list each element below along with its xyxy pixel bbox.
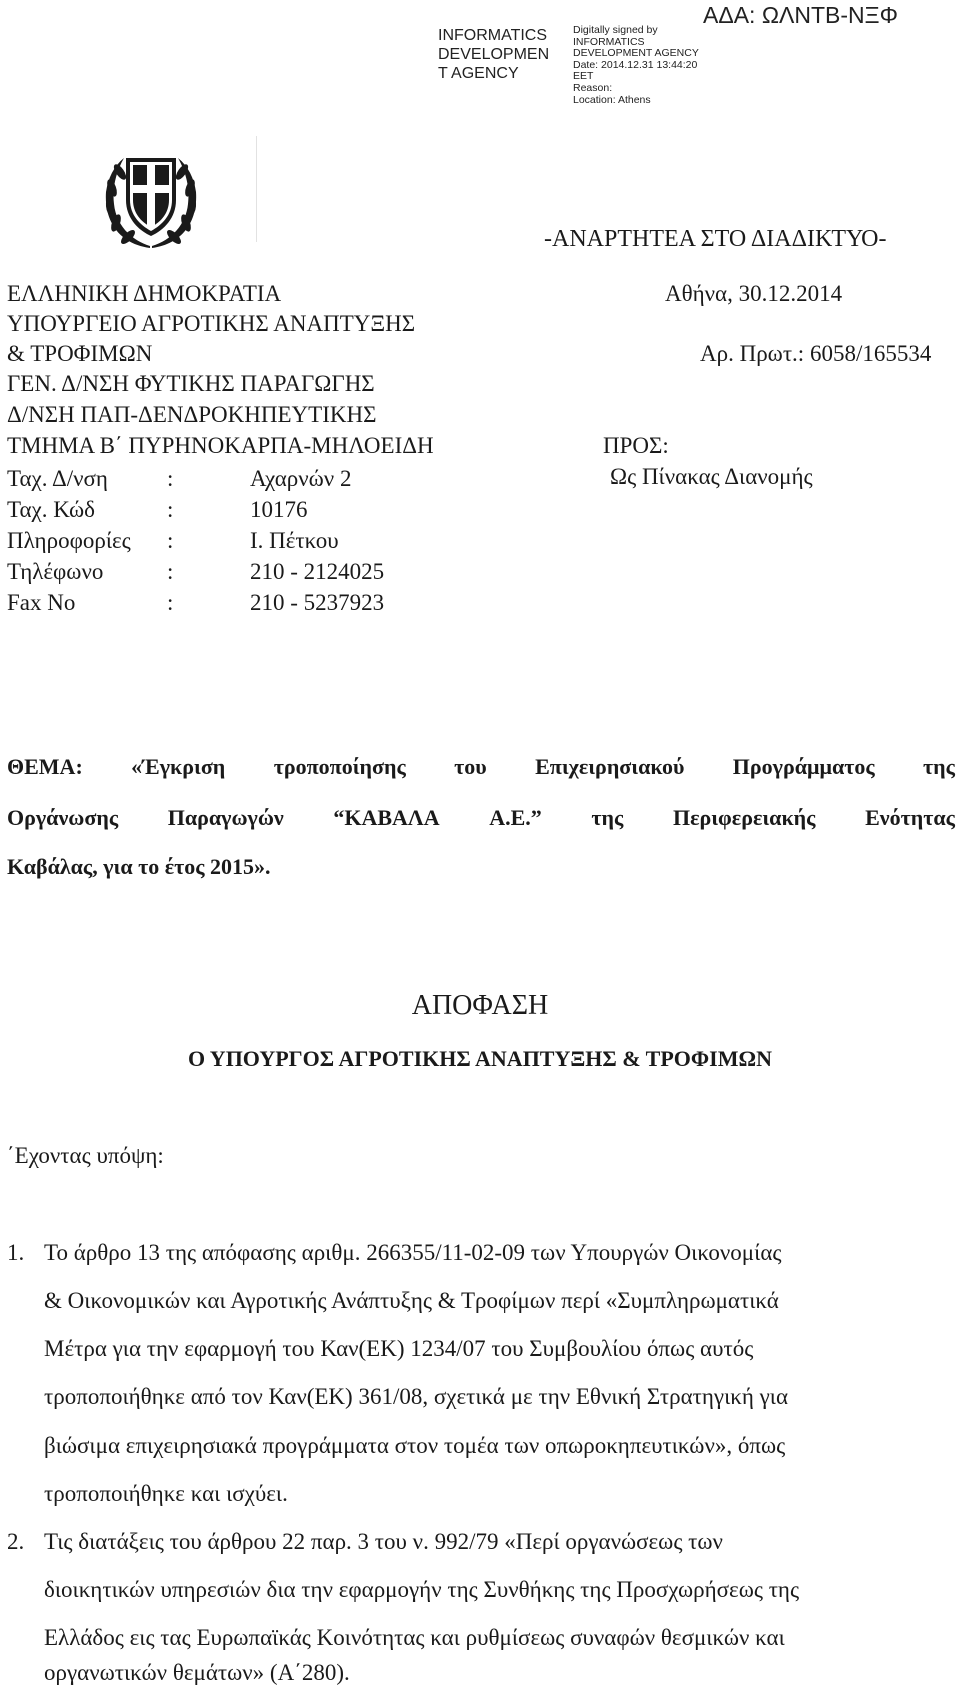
contact-colon: : [167,559,174,584]
greek-coat-of-arms-icon [100,148,202,252]
list-item-line: Μέτρα για την εφαρμογή του Καν(ΕΚ) 1234/07 του Συμβουλίου όπως αυτός [44,1336,754,1361]
contact-row [7,587,437,618]
signature-detail-line: EET [573,70,594,83]
subject-word: Οργάνωσης [7,805,119,830]
list-item-line: Ελλάδος εις τας Ευρωπαϊκάς Κοινότητας και ρυθμίσεως συναφών θεσμικών και [44,1625,785,1650]
subject-word: τροποποίησης [273,754,406,779]
subject-word: Περιφερειακής [672,805,816,830]
issuer-line: ΕΛΛΗΝΙΚΗ ΔΗΜΟΚΡΑΤΙΑ [7,281,282,306]
contact-value: 10176 [250,497,308,522]
contact-value: 210 - 2124025 [250,559,385,584]
emblem-divider [256,136,257,242]
issuer-line: & ΤΡΟΦΙΜΩΝ [7,341,153,366]
subject-word: του [454,754,487,779]
contact-value: Ι. Πέτκου [250,528,339,553]
subject-line-1 [7,754,955,780]
subject-line-3: Καβάλας, για το έτος 2015». [7,854,271,879]
contact-value: 210 - 5237923 [250,590,385,615]
signature-org-line: T AGENCY [438,65,519,82]
decision-title: ΑΠΟΦΑΣΗ [411,990,549,1021]
place-date: Αθήνα, 30.12.2014 [665,281,843,306]
list-item-number: 1. [7,1240,25,1265]
recipient-label: ΠΡΟΣ: [603,433,669,458]
considering-heading: ΄Εχοντας υπόψη: [7,1143,164,1168]
contact-colon: : [167,497,174,522]
subject-word: ΘΕΜΑ: [7,754,83,779]
signature-detail-line: DEVELOPMENT AGENCY [573,47,699,60]
contact-row [7,494,437,525]
contact-colon: : [167,466,174,491]
subject-word: Παραγωγών [167,805,284,830]
list-item-line: Το άρθρο 13 της απόφασης αριθμ. 266355/11-02-09 των Υπουργών Οικονομίας [44,1240,782,1265]
signature-organization [438,26,549,83]
list-item-line: & Οικονομικών και Αγροτικής Ανάπτυξης & Τροφίμων περί «Συμπληρωματικά [44,1288,779,1313]
contact-label: Ταχ. Κώδ [7,497,95,522]
subject-word: Ενότητας [865,805,955,830]
list-item-line: διοικητικών υπηρεσιών δια την εφαρμογήν της Συνθήκης της Προσχωρήσεως της [44,1577,800,1602]
subject-word: «Έγκριση [131,754,226,779]
post-online-notice: -ΑΝΑΡΤΗΤΕΑ ΣΤΟ ΔΙΑΔΙΚΤΥΟ- [544,226,887,252]
signature-detail-line: Digitally signed by [573,24,658,36]
contact-row [7,525,437,556]
signature-detail-line: Date: 2014.12.31 13:44:20 [573,58,698,71]
signature-details [573,25,699,106]
protocol-number: Αρ. Πρωτ.: 6058/165534 [700,341,932,366]
ada-code: ΑΔΑ: ΩΛΝΤΒ-ΝΞΦ [703,2,898,28]
subject-line-2 [7,805,955,831]
list-item-number: 2. [7,1529,25,1554]
signature-detail-line: Reason: [573,81,613,94]
contact-row [7,463,437,494]
subject-word: της [923,754,955,779]
contact-colon: : [167,528,174,553]
minister-title: Ο ΥΠΟΥΡΓΟΣ ΑΓΡΟΤΙΚΗΣ ΑΝΑΠΤΥΞΗΣ & ΤΡΟΦΙΜΩΝ [188,1046,772,1071]
issuer-line: ΥΠΟΥΡΓΕΙΟ ΑΓΡΟΤΙΚΗΣ ΑΝΑΠΤΥΞΗΣ [7,311,416,336]
subject-word: της [591,805,624,830]
contact-label: Πληροφορίες [7,528,131,553]
list-item-line: τροποποιήθηκε από τον Καν(ΕΚ) 361/08, σχετικά με την Εθνική Στρατηγική για [44,1384,789,1409]
subject-word: Προγράμματος [732,754,875,779]
signature-detail-line: INFORMATICS [573,35,645,48]
issuer-line: ΓΕΝ. Δ/ΝΣΗ ΦΥΤΙΚΗΣ ΠΑΡΑΓΩΓΗΣ [7,371,375,396]
list-item-line: οργανωτικών θεμάτων» (Α΄280). [44,1660,350,1685]
list-item-line: βιώσιμα επιχειρησιακά προγράμματα στον τομέα των οπωροκηπευτικών», όπως [44,1433,786,1458]
list-item-line: τροποποιήθηκε και ισχύει. [44,1481,288,1506]
contact-value: Αχαρνών 2 [250,466,352,491]
subject-word: “ΚΑΒΑΛΑ [333,805,440,830]
signature-detail-line: Location: Athens [573,93,651,106]
signature-org-line: DEVELOPMEN [438,46,550,63]
list-item-line: Τις διατάξεις του άρθρου 22 παρ. 3 του ν. 992/79 «Περί οργανώσεως των [44,1529,723,1554]
subject-word: Επιχειρησιακού [535,754,685,779]
signature-org-line: INFORMATICS [438,27,548,44]
contact-row [7,556,437,587]
issuer-line: Δ/ΝΣΗ ΠΑΠ-ΔΕΝΔΡΟΚΗΠΕΥΤΙΚΗΣ [7,402,377,427]
recipient-value: Ως Πίνακας Διανομής [610,464,813,489]
contact-label: Τηλέφωνο [7,559,104,584]
issuer-line: ΤΜΗΜΑ Β΄ ΠΥΡΗΝΟΚΑΡΠΑ-ΜΗΛΟΕΙΔΗ [7,433,434,458]
contact-label: Ταχ. Δ/νση [7,466,108,491]
contact-colon: : [167,590,174,615]
contact-label: Fax No [7,590,76,615]
subject-word: Α.Ε.” [489,805,542,830]
